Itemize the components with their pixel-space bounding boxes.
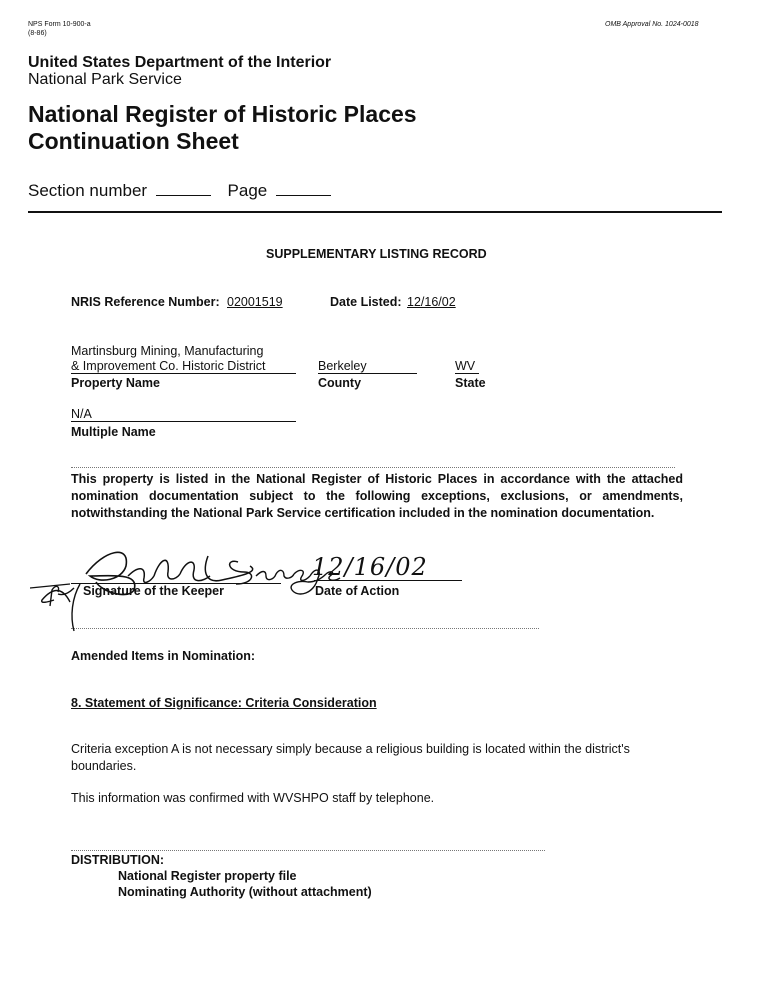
- distribution-item: Nominating Authority (without attachment): [118, 885, 372, 899]
- record-heading: SUPPLEMENTARY LISTING RECORD: [266, 247, 487, 261]
- amended-items-heading: Amended Items in Nomination:: [71, 649, 256, 663]
- page-label: Page: [227, 181, 268, 200]
- action-date-rule: [314, 580, 462, 581]
- signature-bottom-rule: [71, 628, 539, 629]
- amendment-paragraph-1: Criteria exception A is not necessary simply because a religious building is located within the district's boundaries.: [71, 742, 630, 773]
- amendment-paragraph-2: This information was confirmed with WVSHPO staff by telephone.: [71, 791, 435, 805]
- date-listed-value: 12/16/02: [407, 295, 456, 309]
- date-listed-label: Date Listed:: [330, 295, 402, 309]
- multiple-name-label: Multiple Name: [71, 425, 156, 439]
- property-name-rule: [71, 373, 296, 374]
- property-name-label: Property Name: [71, 376, 160, 390]
- form-subtitle: Continuation Sheet: [28, 128, 239, 154]
- page-blank: [276, 195, 331, 196]
- county-label: County: [318, 376, 362, 390]
- section-number-field: [28, 181, 331, 201]
- action-date-handwritten: 12/16/02: [312, 553, 428, 581]
- nris-reference-value: 02001519: [227, 295, 283, 309]
- section-number-label: Section number: [28, 181, 148, 200]
- property-name-line2: & Improvement Co. Historic District: [71, 359, 266, 373]
- action-date-label: Date of Action: [315, 584, 400, 598]
- multiple-name-rule: [71, 421, 296, 422]
- section-number-blank: [156, 195, 211, 196]
- state-value: WV: [455, 359, 476, 373]
- nris-reference-label: NRIS Reference Number:: [71, 295, 220, 309]
- distribution-heading: DISTRIBUTION:: [71, 853, 165, 867]
- state-label: State: [455, 376, 486, 390]
- form-number: NPS Form 10-900-a: [28, 21, 91, 28]
- distribution-rule: [71, 850, 545, 851]
- form-date: (8-86): [28, 30, 47, 37]
- listing-statement: This property is listed in the National Register of Historic Places in accordance with the attached nomination documentation subject to the following exceptions, exclusions, or amendments, notwithstanding the National Park Service certification included in the nomination documentation.: [71, 472, 683, 520]
- state-rule: [455, 373, 479, 374]
- omb-approval: OMB Approval No. 1024-0018: [605, 21, 699, 28]
- multiple-name-value: N/A: [71, 407, 92, 421]
- header-rule: [28, 211, 722, 213]
- keeper-signature-label: Signature of the Keeper: [83, 584, 224, 598]
- county-value: Berkeley: [318, 359, 367, 373]
- property-name-line1: Martinsburg Mining, Manufacturing: [71, 344, 264, 358]
- county-rule: [318, 373, 417, 374]
- form-title: National Register of Historic Places: [28, 101, 417, 127]
- distribution-item: National Register property file: [118, 869, 297, 883]
- statement-top-rule: [71, 467, 675, 468]
- amended-item-heading: 8. Statement of Significance: Criteria Consideration: [71, 696, 377, 710]
- department-name: United States Department of the Interior: [28, 54, 332, 71]
- service-name: National Park Service: [28, 71, 182, 88]
